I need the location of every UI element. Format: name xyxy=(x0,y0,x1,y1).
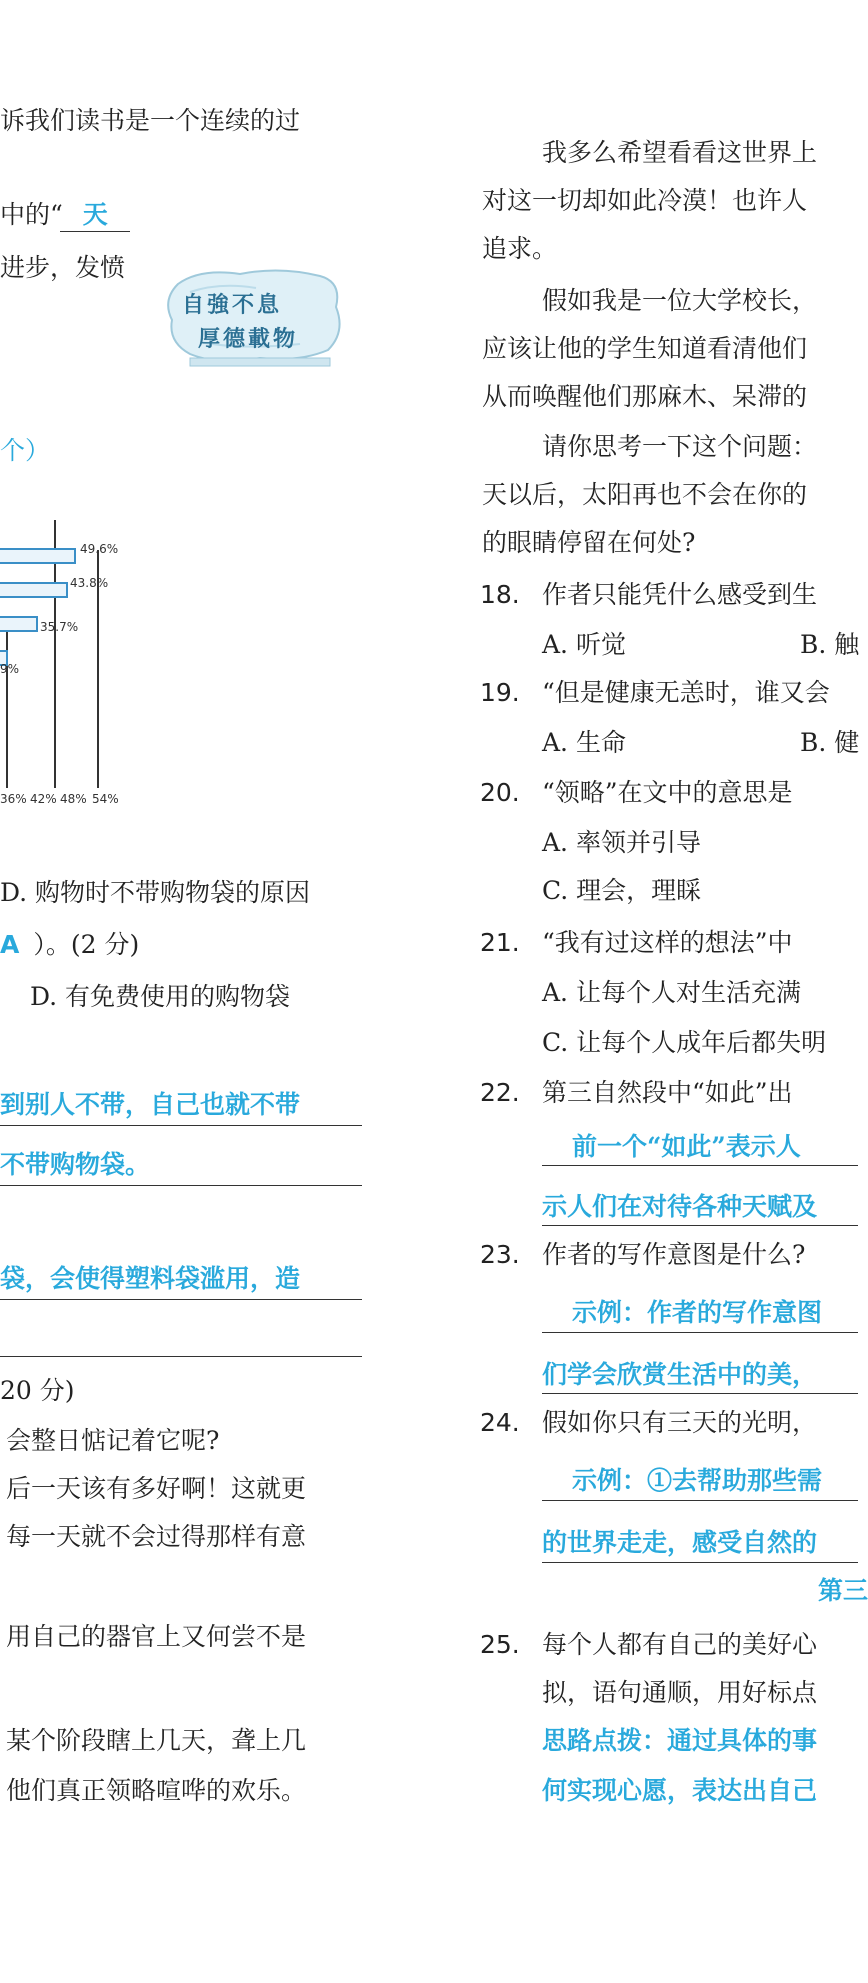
passage-line-4: 用自己的器官上又何尝不是 xyxy=(6,1622,307,1651)
answer-underline xyxy=(542,1225,858,1226)
q23-answer-line-2: 们学会欣赏生活中的美， xyxy=(542,1360,818,1389)
question-d-line: D. 购物时不带购物袋的原因 xyxy=(0,878,311,907)
answer-underline xyxy=(0,1125,362,1126)
q20-option-a: A. 率领并引导 xyxy=(542,828,701,857)
question-number-21: 21. xyxy=(480,928,520,957)
q20-option-c: C. 理会，理睬 xyxy=(542,876,702,905)
passage-line-6: 他们真正领略喧哗的欢乐。 xyxy=(6,1776,307,1805)
answer-underline xyxy=(0,1356,362,1357)
question-number-20: 20. xyxy=(480,778,520,807)
score-text: ）。(2 分) xyxy=(33,930,140,959)
chart-bar-2 xyxy=(0,582,68,598)
question-18: 作者只能凭什么感受到生 xyxy=(542,580,818,609)
q24-answer-line-2: 的世界走走，感受自然的 xyxy=(542,1528,818,1557)
question-25-line-2: 拟，语句通顺，用好标点 xyxy=(542,1678,818,1707)
score-20: 20 分) xyxy=(0,1376,75,1405)
answer-underline xyxy=(542,1393,858,1394)
axis-line-36 xyxy=(6,620,8,788)
answer-underline xyxy=(542,1332,858,1333)
answer-letter: A xyxy=(0,930,20,959)
right-paragraph-line-2: 对这一切却如此冷漠！也许人 xyxy=(482,186,808,215)
q24-answer-line-1: 示例：①去帮助那些需 xyxy=(572,1466,823,1495)
x-tick-42: 42% xyxy=(30,792,57,806)
stamp-text-line-2: 厚德載物 xyxy=(198,326,299,352)
right-paragraph-line-9: 的眼睛停留在何处? xyxy=(482,528,696,557)
stone-seal-image xyxy=(160,262,350,372)
passage-line-5: 某个阶段瞎上几天，聋上几 xyxy=(6,1726,307,1755)
q21-option-c: C. 让每个人成年后都失明 xyxy=(542,1028,827,1057)
right-paragraph-line-5: 应该让他的学生知道看清他们 xyxy=(482,334,808,363)
answer-underline xyxy=(542,1165,858,1166)
q24-answer-line-3: 第三 xyxy=(818,1576,868,1605)
chart-data-label-3: 35.7% xyxy=(40,620,79,634)
question-number-24: 24. xyxy=(480,1408,520,1437)
q18-option-b: B. 触 xyxy=(800,630,860,659)
q19-option-b: B. 健 xyxy=(800,728,860,757)
bar-chart xyxy=(0,520,140,820)
q18-option-a: A. 听觉 xyxy=(542,630,626,659)
q23-answer-line-1: 示例：作者的写作意图 xyxy=(572,1298,823,1327)
x-tick-36: 36% xyxy=(0,792,27,806)
answer-c-line-1: 袋，会使得塑料袋滥用，造 xyxy=(0,1264,301,1293)
question-19: “但是健康无恙时，谁又会 xyxy=(542,678,830,707)
answer-underline xyxy=(542,1562,858,1563)
left-paragraph-line-1: 诉我们读书是一个连续的过 xyxy=(0,106,301,135)
question-23: 作者的写作意图是什么? xyxy=(542,1240,806,1269)
question-number-22: 22. xyxy=(480,1078,520,1107)
question-number-18: 18. xyxy=(480,580,520,609)
stamp-text-line-1: 自強不息 xyxy=(182,292,283,318)
answer-underline xyxy=(60,231,130,232)
right-paragraph-line-1: 我多么希望看看这世界上 xyxy=(542,138,818,167)
question-20: “领略”在文中的意思是 xyxy=(542,778,793,807)
answer-b-line-1: 到别人不带，自己也就不带 xyxy=(0,1090,301,1119)
q19-option-a: A. 生命 xyxy=(542,728,626,757)
question-22: 第三自然段中“如此”出 xyxy=(542,1078,793,1107)
left-question-line xyxy=(0,202,108,227)
answer-underline xyxy=(0,1185,362,1186)
passage-line-2: 后一天该有多好啊！这就更 xyxy=(6,1474,307,1503)
answer-b-line-2: 不带购物袋。 xyxy=(0,1150,151,1179)
question-number-19: 19. xyxy=(480,678,520,707)
q25-tip-line-1: 思路点拨：通过具体的事 xyxy=(542,1726,818,1755)
x-tick-48: 48% xyxy=(60,792,87,806)
answer-text: 天 xyxy=(82,200,108,229)
chart-data-label-2: 43.8% xyxy=(70,576,109,590)
chart-bar-3 xyxy=(0,616,38,632)
left-paragraph-line-3: 进步，发愤 xyxy=(0,253,126,282)
question-24: 假如你只有三天的光明， xyxy=(542,1408,818,1437)
question-number-25: 25. xyxy=(480,1630,520,1659)
q22-answer-line-1: 前一个“如此”表示人 xyxy=(572,1132,801,1161)
right-paragraph-line-4: 假如我是一位大学校长， xyxy=(542,286,818,315)
chart-bar-1 xyxy=(0,548,76,564)
question-25: 每个人都有自己的美好心 xyxy=(542,1630,818,1659)
right-paragraph-line-6: 从而唤醒他们那麻木、呆滞的 xyxy=(482,382,808,411)
answer-a-line xyxy=(0,932,139,957)
passage-line-1: 会整日惦记着它呢? xyxy=(6,1426,220,1455)
chart-data-label-4: 9% xyxy=(0,662,20,676)
chart-data-label-1: 49.6% xyxy=(80,542,119,556)
passage-line-3: 每一天就不会过得那样有意 xyxy=(6,1522,307,1551)
section-bracket: 个） xyxy=(0,436,51,465)
x-tick-54: 54% xyxy=(92,792,119,806)
question-text: 中的“ xyxy=(0,200,63,229)
q22-answer-line-2: 示人们在对待各种天赋及 xyxy=(542,1192,818,1221)
q21-option-a: A. 让每个人对生活充满 xyxy=(542,978,801,1007)
right-paragraph-line-8: 天以后，太阳再也不会在你的 xyxy=(482,480,808,509)
question-number-23: 23. xyxy=(480,1240,520,1269)
answer-underline xyxy=(0,1299,362,1300)
q25-tip-line-2: 何实现心愿，表达出自己 xyxy=(542,1776,818,1805)
option-d: D. 有免费使用的购物袋 xyxy=(30,982,291,1011)
right-paragraph-line-3: 追求。 xyxy=(482,234,558,263)
answer-underline xyxy=(542,1500,858,1501)
right-paragraph-line-7: 请你思考一下这个问题： xyxy=(542,432,818,461)
question-21: “我有过这样的想法”中 xyxy=(542,928,793,957)
